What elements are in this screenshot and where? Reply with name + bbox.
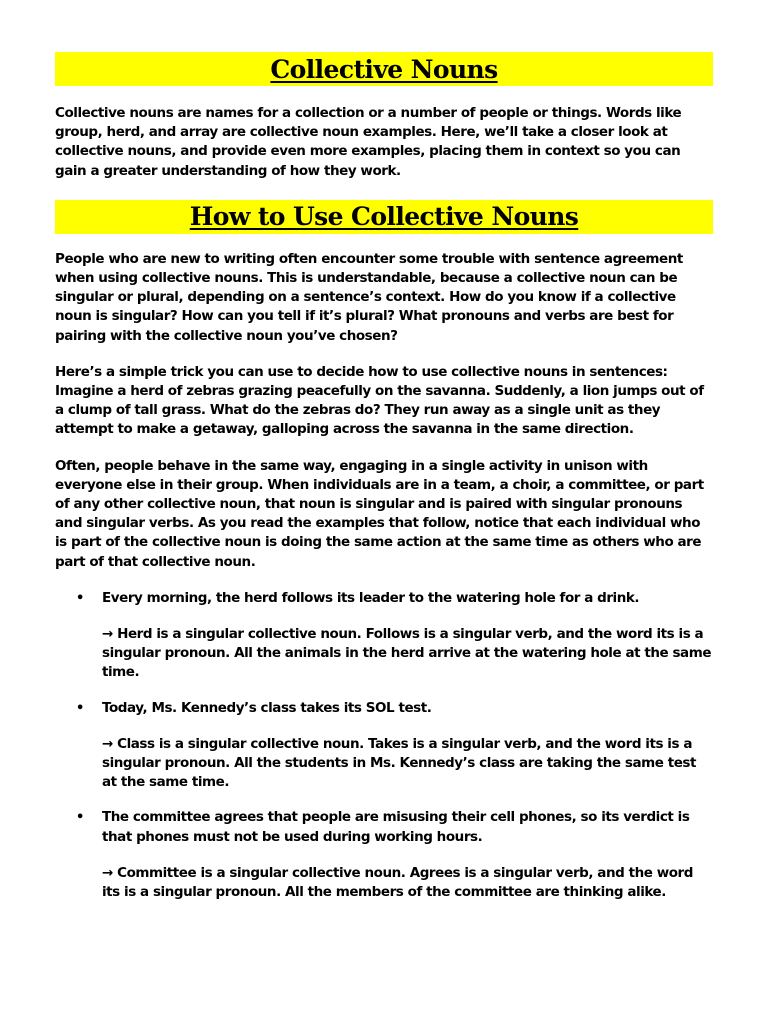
bullet-icon: • (76, 700, 85, 716)
document-page (55, 52, 713, 918)
example-explanation: → Class is a singular collective noun. Takes is a singular verb, and the word its is a singular pronoun. All the students in Ms. Kennedy’s class are taking the same test at the same time. (102, 735, 697, 791)
example-explanation: → Committee is a singular collective noun. Agrees is a singular verb, and the word its is a singular pronoun. All the members of the committee are thinking alike. (102, 864, 693, 901)
bullet-icon: • (76, 590, 85, 606)
section-banner (55, 200, 713, 234)
body-paragraph: Here’s a simple trick you can use to decide how to use collective nouns in sentences: Imagine a herd of zebras grazing peacefully on the savanna. Suddenly, a lion jumps out of a clump of tall grass. What do the zebras do? They run away as a single unit as they attempt to make a getaway, galloping across the savanna in the same direction. (55, 363, 704, 438)
list-item (55, 589, 713, 683)
intro-paragraph: Collective nouns are names for a collection or a number of people or things. Words like group, herd, and array are collective noun examples. Here, we’ll take a closer look at collective nouns, and provide even more examples, placing them in context so you can gain a greater understanding of how they work. (55, 105, 682, 179)
example-sentence: The committee agrees that people are misusing their cell phones, so its verdict is that phones must not be used during working hours. (102, 809, 690, 845)
examples-list (55, 589, 713, 902)
list-item (55, 699, 713, 793)
list-item (55, 808, 713, 902)
title-banner (55, 52, 713, 86)
page-title: Collective Nouns (270, 54, 498, 84)
example-sentence: Every morning, the herd follows its leader to the watering hole for a drink. (102, 589, 640, 606)
body-paragraph: People who are new to writing often encounter some trouble with sentence agreement when using collective nouns. This is understandable, because a collective noun can be singular or plural, depending on a sentence’s context. How do you know if a collective noun is singular? How can you tell if it’s plural? What pronouns and verbs are best for pairing with the collective noun you’ve chosen? (55, 250, 683, 344)
body-paragraph: Often, people behave in the same way, engaging in a single activity in unison with everyone else in their group. When individuals are in a team, a choir, a committee, or part of any other collective noun, that noun is singular and is paired with singular pronouns and singular verbs. As you read the examples that follow, notice that each individual who is part of the collective noun is doing the same action at the same time as others who are part of that collective noun. (55, 457, 704, 570)
example-explanation: → Herd is a singular collective noun. Follows is a singular verb, and the word its is a singular pronoun. All the animals in the herd arrive at the watering hole at the same time. (102, 626, 712, 681)
bullet-icon: • (76, 810, 85, 826)
example-sentence: Today, Ms. Kennedy’s class takes its SOL test. (102, 699, 432, 716)
section-title: How to Use Collective Nouns (189, 202, 579, 232)
